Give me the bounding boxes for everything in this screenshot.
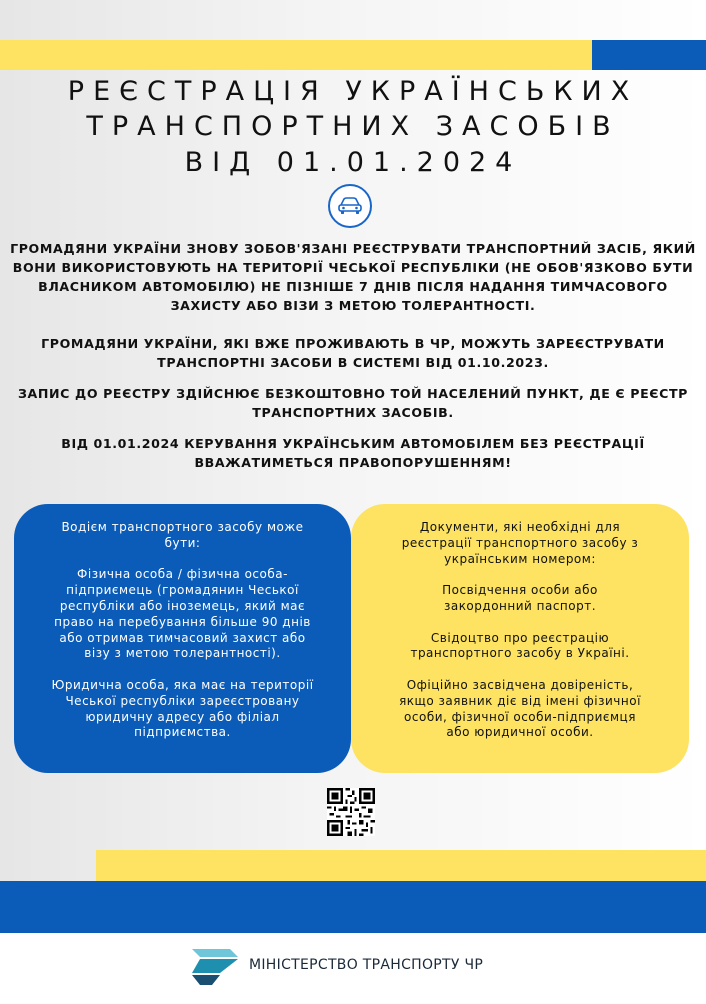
bottom-blue-band	[0, 881, 706, 933]
documents-box-item-registration: Свідоцтво про реєстрацію транспортного засобу в Україні.	[410, 630, 630, 661]
bottom-yellow-band	[96, 850, 706, 881]
page-title-line-3: ВІД 01.01.2024	[184, 147, 522, 178]
required-documents-box	[351, 504, 689, 773]
info-paragraph-existing-residents: ГРОМАДЯНИ УКРАЇНИ, ЯКІ ВЖЕ ПРОЖИВАЮТЬ В ЧР, МОЖУТЬ ЗАРЕЄСТРУВАТИ ТРАНСПОРТНІ ЗАСОБИ В СИСТЕМІ ВІД 01.10.2023.	[41, 336, 665, 370]
ministry-name: МІНІСТЕРСТВО ТРАНСПОРТУ ЧР	[249, 957, 484, 973]
page-title-line-1: РЕЄСТРАЦІЯ УКРАЇНСЬКИХ	[67, 76, 639, 107]
info-paragraph-offense: ВІД 01.01.2024 КЕРУВАННЯ УКРАЇНСЬКИМ АВТОМОБІЛЕМ БЕЗ РЕЄСТРАЦІЇ ВВАЖАТИМЕТЬСЯ ПРАВОПОРУШЕННЯМ!	[61, 436, 645, 470]
qr-code[interactable]	[327, 788, 375, 836]
top-yellow-band	[0, 40, 592, 70]
driver-box-item-natural-person: Фізична особа / фізична особа- підприємець (громадянин Чеської республіки або іноземець, який має право на перебування більше 90 днів або отримав тимчасовий захист або візу з метою толерантності).	[54, 567, 311, 661]
driver-box-heading: Водієм транспортного засобу може бути:	[61, 520, 304, 550]
documents-box-item-id: Посвідчення особи або закордонний паспорт.	[442, 583, 598, 613]
page-title-line-2: ТРАНСПОРТНИХ ЗАСОБІВ	[86, 111, 620, 142]
driver-eligibility-box	[14, 504, 351, 773]
car-icon	[328, 184, 372, 228]
documents-box-heading: Документи, які необхідні для реєстрації транспортного засобу з українським номером:	[401, 520, 639, 566]
ministry-logo-icon	[190, 947, 242, 987]
info-paragraph-obligation: ГРОМАДЯНИ УКРАЇНИ ЗНОВУ ЗОБОВ'ЯЗАНІ РЕЄСТРУВАТИ ТРАНСПОРТНИЙ ЗАСІБ, ЯКИЙ ВОНИ ВИКОРИСТОВУЮТЬ НА ТЕРИТОРІЇ ЧЕСЬКОЇ РЕСПУБЛІКИ (НЕ ОБОВ'ЯЗКОВО БУТИ ВЛАСНИКОМ АВТОМОБІЛЮ) НЕ ПІЗНІШЕ 7 ДНІВ ПІСЛЯ НАДАННЯ ТИМЧАСОВОГО ЗАХИСТУ АБО ВІЗИ З МЕТОЮ ТОЛЕРАНТНОСТІ.	[10, 241, 696, 313]
info-paragraph-registry: ЗАПИС ДО РЕЄСТРУ ЗДІЙСНЮЄ БЕЗКОШТОВНО ТОЙ НАСЕЛЕНИЙ ПУНКТ, ДЕ Є РЕЄСТР ТРАНСПОРТНИХ ЗАСОБІВ.	[18, 386, 688, 420]
documents-box-item-power-of-attorney: Офіційно засвідчена довіреність, якщо заявник діє від імені фізичної особи, фізичної особи-підприємця або юридичної особи.	[399, 677, 641, 740]
driver-box-item-legal-entity: Юридична особа, яка має на території Чеської республіки зареєстровану юридичну адресу або філіал підприємства.	[51, 677, 314, 740]
